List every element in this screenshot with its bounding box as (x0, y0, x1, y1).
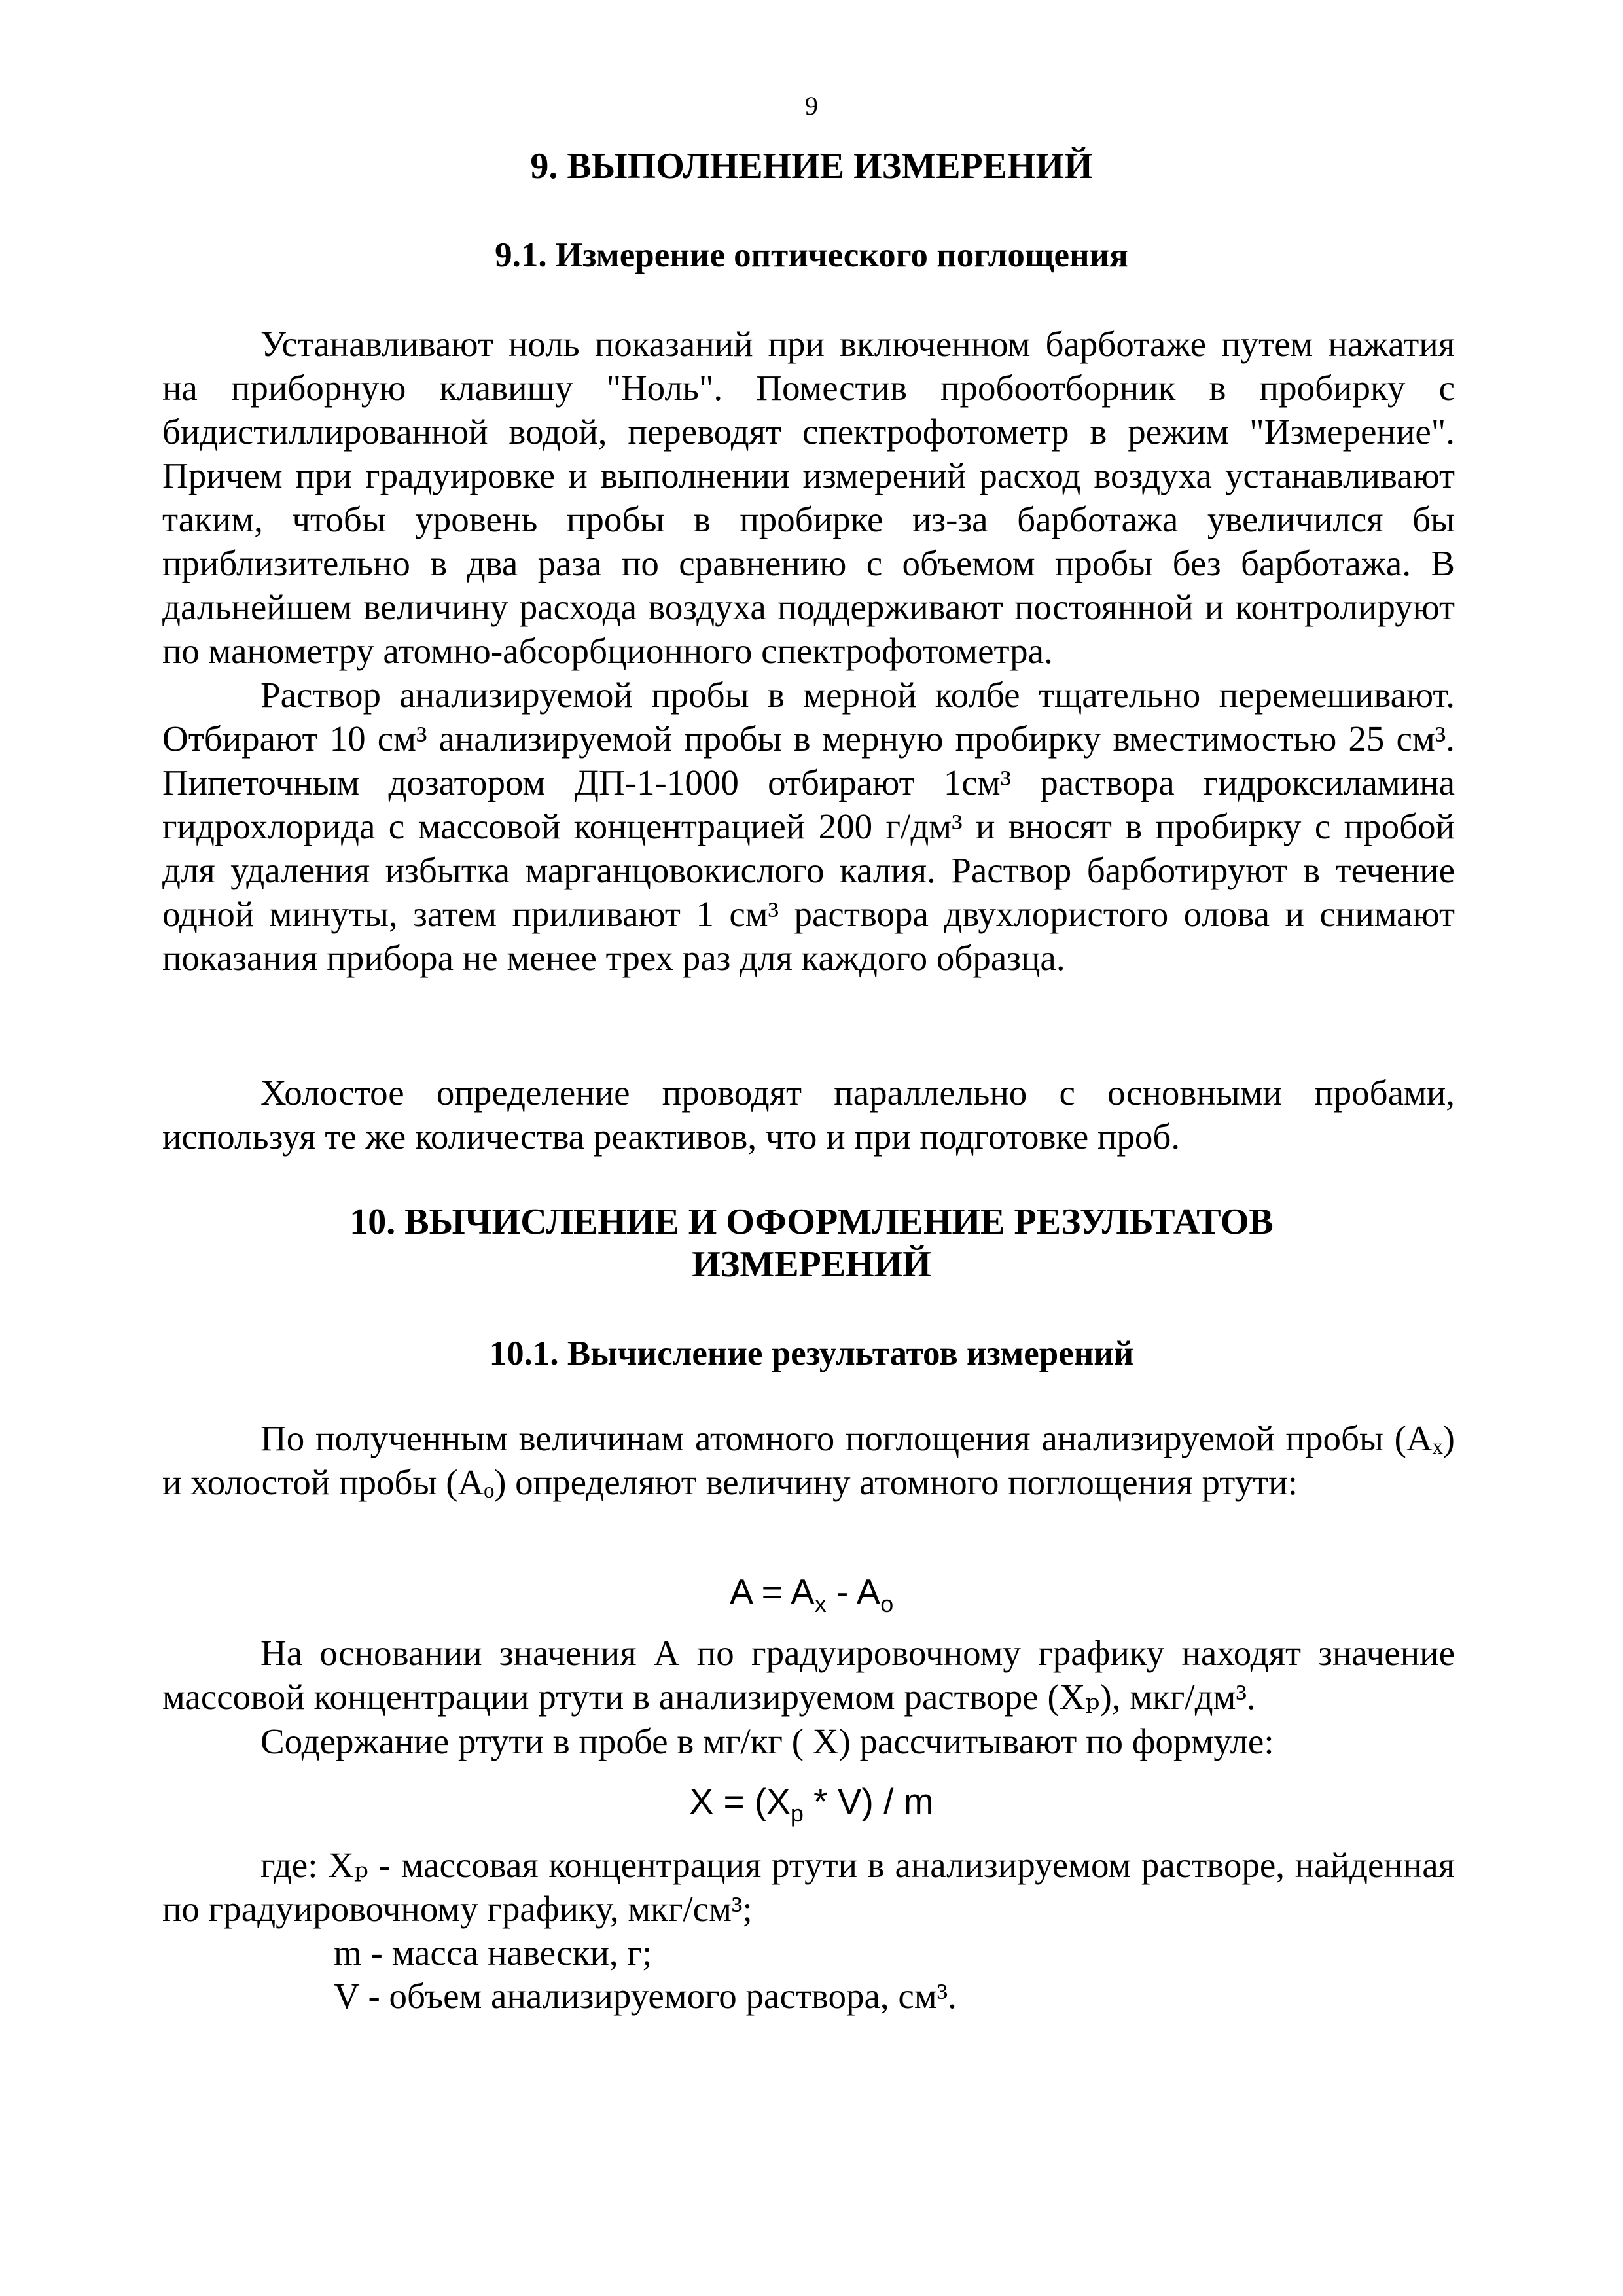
paragraph-sample-prep: Раствор анализируемой пробы в мерной колбе тщательно перемешивают. Отбирают 10 см³ анализируемой пробы в мерную пробирку вместимостью 25 см³. Пипеточным дозатором ДП-1-1000 отбирают 1см³ раствора гидроксиламина гидрохлорида с массовой концентрацией 200 г/дм³ и вносят в пробирку с пробой для удаления избытка марганцовокислого калия. Раствор барботируют в течение одной минуты, затем приливают 1 см³ раствора двухлористого олова и снимают показания прибора не менее трех раз для каждого образца. (162, 675, 1455, 978)
where-m-definition: m - масса навески, г; (334, 1933, 652, 1973)
paragraph-concentration: На основании значения А по градуировочному графику находят значение массовой концентрации ртути в анализируемом растворе (Хₚ), мкг/дм³. (162, 1633, 1455, 1717)
section-10-title-line1: 10. ВЫЧИСЛЕНИЕ И ОФОРМЛЕНИЕ РЕЗУЛЬТАТОВ (349, 1202, 1274, 1242)
paragraph-zero-setting: Устанавливают ноль показаний при включенном барботаже путем нажатия на приборную клавишу "Ноль". Поместив пробоотборник в пробирку с бидистиллированной водой, переводят спектрофотометр в режим "Измерение". Причем при градуировке и выполнении измерений расход воздуха устанавливают таким, чтобы уровень пробы в пробирке из-за барботажа увеличился бы приблизительно в два раза по сравнению с объемом пробы без барботажа. В дальнейшем величину расхода воздуха поддерживают постоянной и контролируют по манометру атомно-абсорбционного спектрофотометра. (162, 324, 1455, 671)
section-9-title: 9. ВЫПОЛНЕНИЕ ИЗМЕРЕНИЙ (530, 146, 1093, 187)
where-xp-definition: где: Хₚ - массовая концентрация ртути в анализируемом растворе, найденная по градуировочному графику, мкг/см³; (162, 1845, 1455, 1929)
formula-absorption: $A = A_x - A_o$ (729, 1571, 894, 1617)
paragraph-formula-intro: Содержание ртути в пробе в мг/кг ( Х) рассчитывают по формуле: (260, 1721, 1274, 1761)
page-number: 9 (805, 91, 818, 120)
paragraph-blank-determination: Холостое определение проводят параллельно с основными пробами, используя те же количества реактивов, что и при подготовке проб. (162, 1073, 1455, 1157)
section-10-title-line2: ИЗМЕРЕНИЙ (692, 1244, 931, 1285)
where-v-definition: V - объем анализируемого раствора, см³. (334, 1976, 957, 2016)
section-10-1-subtitle: 10.1. Вычисление результатов измерений (489, 1335, 1134, 1372)
paragraph-absorption: По полученным величинам атомного поглощения анализируемой пробы (Аₓ) и холостой пробы (Аₒ) определяют величину атомного поглощения ртути: (162, 1418, 1455, 1502)
section-9-1-subtitle: 9.1. Измерение оптического поглощения (495, 236, 1128, 274)
formula-content: $X = (X_p * V) / m$ (689, 1781, 934, 1827)
